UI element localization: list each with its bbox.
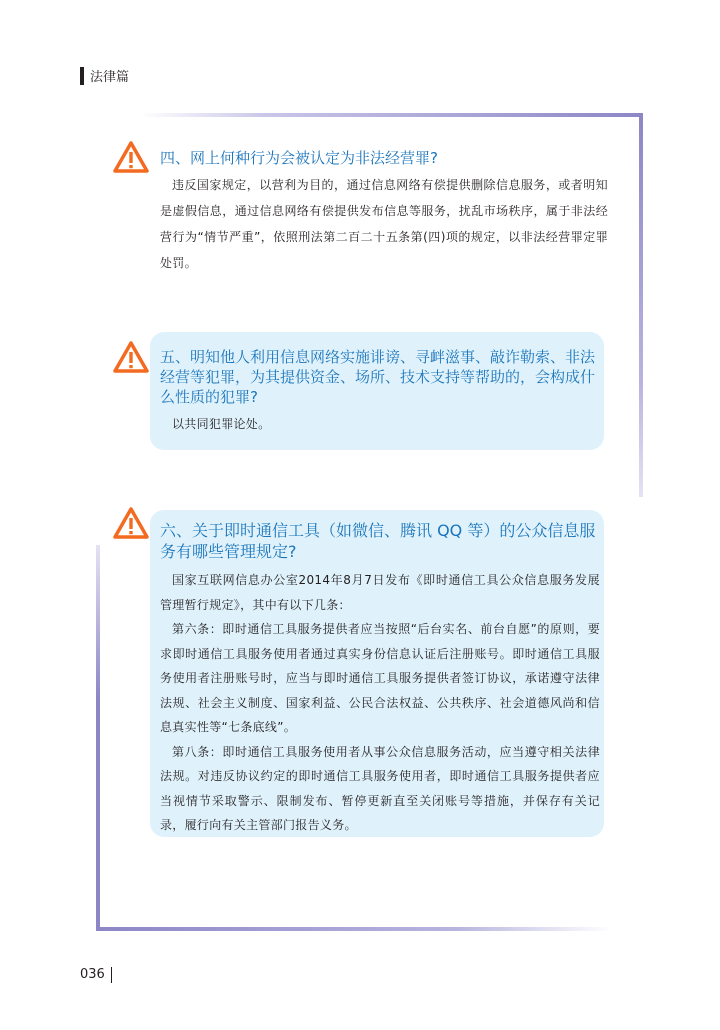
question-6 [160, 520, 600, 838]
warning-triangle-icon [112, 340, 150, 374]
decorative-frame-right [639, 113, 643, 497]
question-4-answer: 违反国家规定，以营利为目的，通过信息网络有偿提供删除信息服务，或者明知是虚假信息，通过信息网络有偿提供发布信息等服务，扰乱市场秩序，属于非法经营行为“情节严重”，依照刑法第二百二十五条第(四)项的规定，以非法经营罪定罪处罚。 [160, 178, 608, 270]
question-5 [160, 347, 600, 437]
question-6-paragraph: 国家互联网信息办公室2014年8月7日发布《即时通信工具公众信息服务发展管理暂行规定》，其中有以下几条： [160, 573, 600, 612]
section-title: 法律篇 [90, 70, 130, 85]
running-header [80, 66, 129, 85]
decorative-frame-top [140, 113, 643, 117]
page-number-divider [111, 967, 112, 983]
question-5-title: 五、明知他人利用信息网络实施诽谤、寻衅滋事、敲诈勒索、非法经营等犯罪，为其提供资金、场所、技术支持等帮助的，会构成什么性质的犯罪? [160, 348, 596, 406]
warning-triangle-icon [112, 140, 150, 174]
page-number: 036 [80, 967, 105, 982]
decorative-frame-bottom [96, 927, 611, 931]
question-5-answer: 以共同犯罪论处。 [172, 417, 271, 431]
question-4 [160, 148, 608, 276]
warning-triangle-icon [112, 506, 150, 540]
question-6-title: 六、关于即时通信工具（如微信、腾讯 QQ 等）的公众信息服务有哪些管理规定? [160, 521, 596, 561]
question-6-paragraph: 第六条：即时通信工具服务提供者应当按照“后台实名、前台自愿”的原则，要求即时通信工具服务使用者通过真实身份信息认证后注册账号。即时通信工具服务使用者注册账号时，应当与即时通信工具服务提供者签订协议，承诺遵守法律法规、社会主义制度、国家利益、公民合法权益、公共秩序、社会道德风尚和信息真实性等“七条底线”。 [160, 622, 600, 734]
decorative-frame-left [96, 545, 100, 931]
question-4-title: 四、网上何种行为会被认定为非法经营罪? [160, 149, 438, 167]
question-6-paragraph: 第八条：即时通信工具服务使用者从事公众信息服务活动，应当遵守相关法律法规。对违反协议约定的即时通信工具服务使用者，即时通信工具服务提供者应当视情节采取警示、限制发布、暂停更新直至关闭账号等措施，并保存有关记录，履行向有关主管部门报告义务。 [160, 744, 600, 832]
header-bar [80, 67, 84, 85]
